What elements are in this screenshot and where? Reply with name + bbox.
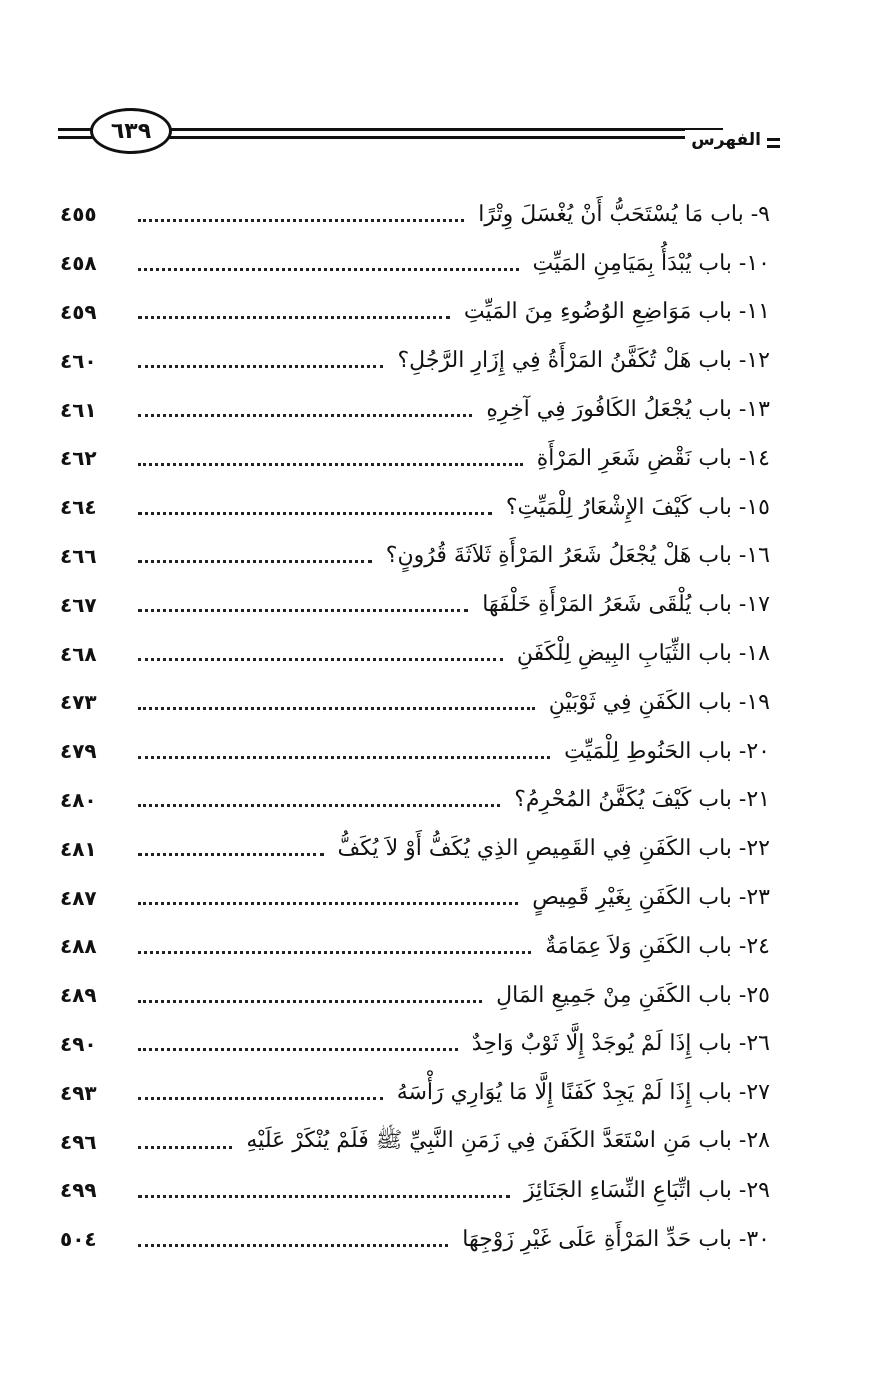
toc-dot-leader [138,1146,232,1149]
toc-entry-title: ٢٨- باب مَنِ اسْتَعَدَّ الكَفَنَ فِي زَمَنِ النَّبِيِّ ﷺ فَلَمْ يُنْكَرْ عَلَيْهِ [246,1127,770,1153]
toc-entry [60,580,770,629]
toc-entry-page: ٤٨٨ [60,934,97,959]
toc-dot-leader [138,1097,383,1100]
toc-entry-title: ١٢- باب هَلْ تُكَفَّنُ المَرْأَةُ فِي إِزَارِ الرَّجُلِ؟ [397,348,770,374]
toc-entry-title: ٢٦- باب إِذَا لَمْ يُوجَدْ إِلَّا ثَوْبٌ وَاحِدٌ [471,1031,770,1057]
toc-entry-page: ٤٦٠ [60,348,97,373]
toc-dot-leader [138,560,372,563]
toc-entry-title: ٢٠- باب الحَنُوطِ لِلْمَيِّتِ [564,738,770,764]
toc-entry-title: ١٥- باب كَيْفَ الإِشْعَارُ لِلْمَيِّتِ؟ [505,494,770,520]
section-title: الفهرس [685,130,767,150]
toc-dot-leader [138,316,450,319]
toc-entry [60,824,770,873]
toc-entry [60,532,770,581]
header-rule-main-top [165,128,723,131]
toc-entry-page: ٤٩٠ [60,1031,97,1056]
toc-entry [60,239,770,288]
toc-entry-page: ٤٨٠ [60,787,97,812]
toc-entry-title: ٢٢- باب الكَفَنِ فِي القَمِيصِ الذِي يُكَفُّ أَوْ لاَ يُكَفُّ [337,836,770,862]
toc-dot-leader [138,658,503,661]
toc-entry [60,434,770,483]
toc-entry [60,873,770,922]
header-rule-main-bottom [165,136,723,139]
toc-entry-title: ٢١- باب كَيْفَ يُكَفَّنُ المُحْرِمُ؟ [514,787,770,813]
toc-entry-page: ٥٠٤ [60,1227,97,1252]
toc-entry [60,1068,770,1117]
toc-entry [60,1166,770,1215]
toc-dot-leader [138,756,550,759]
toc-entry-page: ٤٦٨ [60,641,97,666]
toc-dot-leader [138,707,535,710]
toc-entry-page: ٤٦٢ [60,446,97,471]
toc-entry-page: ٤٨٩ [60,983,97,1008]
table-of-contents [60,190,770,1264]
toc-dot-leader [138,1000,482,1003]
toc-entry-page: ٤٧٣ [60,690,97,715]
toc-entry-page: ٤٩٣ [60,1080,97,1105]
toc-entry-page: ٤٥٩ [60,299,97,324]
toc-entry-title: ٩- باب مَا يُسْتَحَبُّ أَنْ يُغْسَلَ وِتْرًا [478,201,770,227]
toc-entry-title: ١٦- باب هَلْ يُجْعَلُ شَعَرُ المَرْأَةِ ثَلاَثَةَ قُرُونٍ؟ [385,543,770,569]
page-number: ٦٣٩ [90,108,172,154]
toc-entry-page: ٤٧٩ [60,739,97,764]
toc-entry [60,678,770,727]
toc-entry-title: ١٩- باب الكَفَنِ فِي ثَوْبَيْنِ [548,689,770,715]
toc-entry [60,1117,770,1166]
toc-dot-leader [138,1195,510,1198]
toc-dot-leader [138,951,531,954]
toc-entry-title: ١٤- باب نَقْضِ شَعَرِ المَرْأَةِ [536,445,770,471]
toc-entry [60,971,770,1020]
toc-entry-page: ٤٩٦ [60,1129,97,1154]
toc-entry-page: ٤٩٩ [60,1178,97,1203]
toc-entry [60,776,770,825]
toc-entry-title: ٢٤- باب الكَفَنِ وَلاَ عِمَامَةٌ [545,933,770,959]
toc-entry [60,385,770,434]
toc-entry-title: ١١- باب مَوَاضِعِ الوُضُوءِ مِنَ المَيِّتِ [463,299,770,325]
toc-entry [60,922,770,971]
toc-entry [60,190,770,239]
toc-entry-title: ١٣- باب يُجْعَلُ الكَافُورَ فِي آخِرِهِ [486,397,770,423]
toc-entry-page: ٤٦٤ [60,495,97,520]
toc-dot-leader [138,512,492,515]
toc-entry-page: ٤٥٥ [60,202,97,227]
toc-entry-page: ٤٦٧ [60,592,97,617]
toc-entry-page: ٤٦١ [60,397,97,422]
toc-entry [60,1215,770,1264]
toc-entry-title: ١٠- باب يُبْدَأُ بِمَيَامِنِ المَيِّتِ [532,250,770,276]
toc-dot-leader [138,268,519,271]
toc-dot-leader [138,365,383,368]
toc-dot-leader [138,609,468,612]
toc-entry [60,727,770,776]
toc-entry-page: ٤٦٦ [60,543,97,568]
toc-entry-title: ٢٩- باب اتِّبَاعِ النِّسَاءِ الجَنَائِزَ [523,1177,770,1203]
toc-entry-page: ٤٥٨ [60,251,97,276]
toc-entry-title: ١٧- باب يُلْقَى شَعَرُ المَرْأَةِ خَلْفَهَا [482,592,770,618]
toc-entry-title: ٢٥- باب الكَفَنِ مِنْ جَمِيعِ المَالِ [496,982,770,1008]
toc-dot-leader [138,1048,458,1051]
toc-dot-leader [138,902,518,905]
toc-entry-title: ٣٠- باب حَدِّ المَرْأَةِ عَلَى غَيْرِ زَوْجِهَا [462,1226,770,1252]
toc-dot-leader [138,853,324,856]
toc-entry-title: ٢٣- باب الكَفَنِ بِغَيْرِ قَمِيصٍ [532,885,770,911]
toc-entry [60,629,770,678]
toc-dot-leader [138,804,500,807]
toc-entry-page: ٤٨٧ [60,885,97,910]
toc-dot-leader [138,414,472,417]
toc-entry-page: ٤٨١ [60,836,97,861]
toc-entry-title: ٢٧- باب إِذَا لَمْ يَجِدْ كَفَنًا إِلَّا مَا يُوَارِي رَأْسَهُ [396,1080,770,1106]
toc-entry-title: ١٨- باب الثِّيَابِ البِيضِ لِلْكَفَنِ [516,641,770,667]
toc-entry [60,288,770,337]
toc-dot-leader [138,1244,448,1247]
toc-entry [60,483,770,532]
toc-dot-leader [138,463,523,466]
toc-entry [60,336,770,385]
toc-dot-leader [138,219,464,222]
toc-entry [60,1020,770,1069]
